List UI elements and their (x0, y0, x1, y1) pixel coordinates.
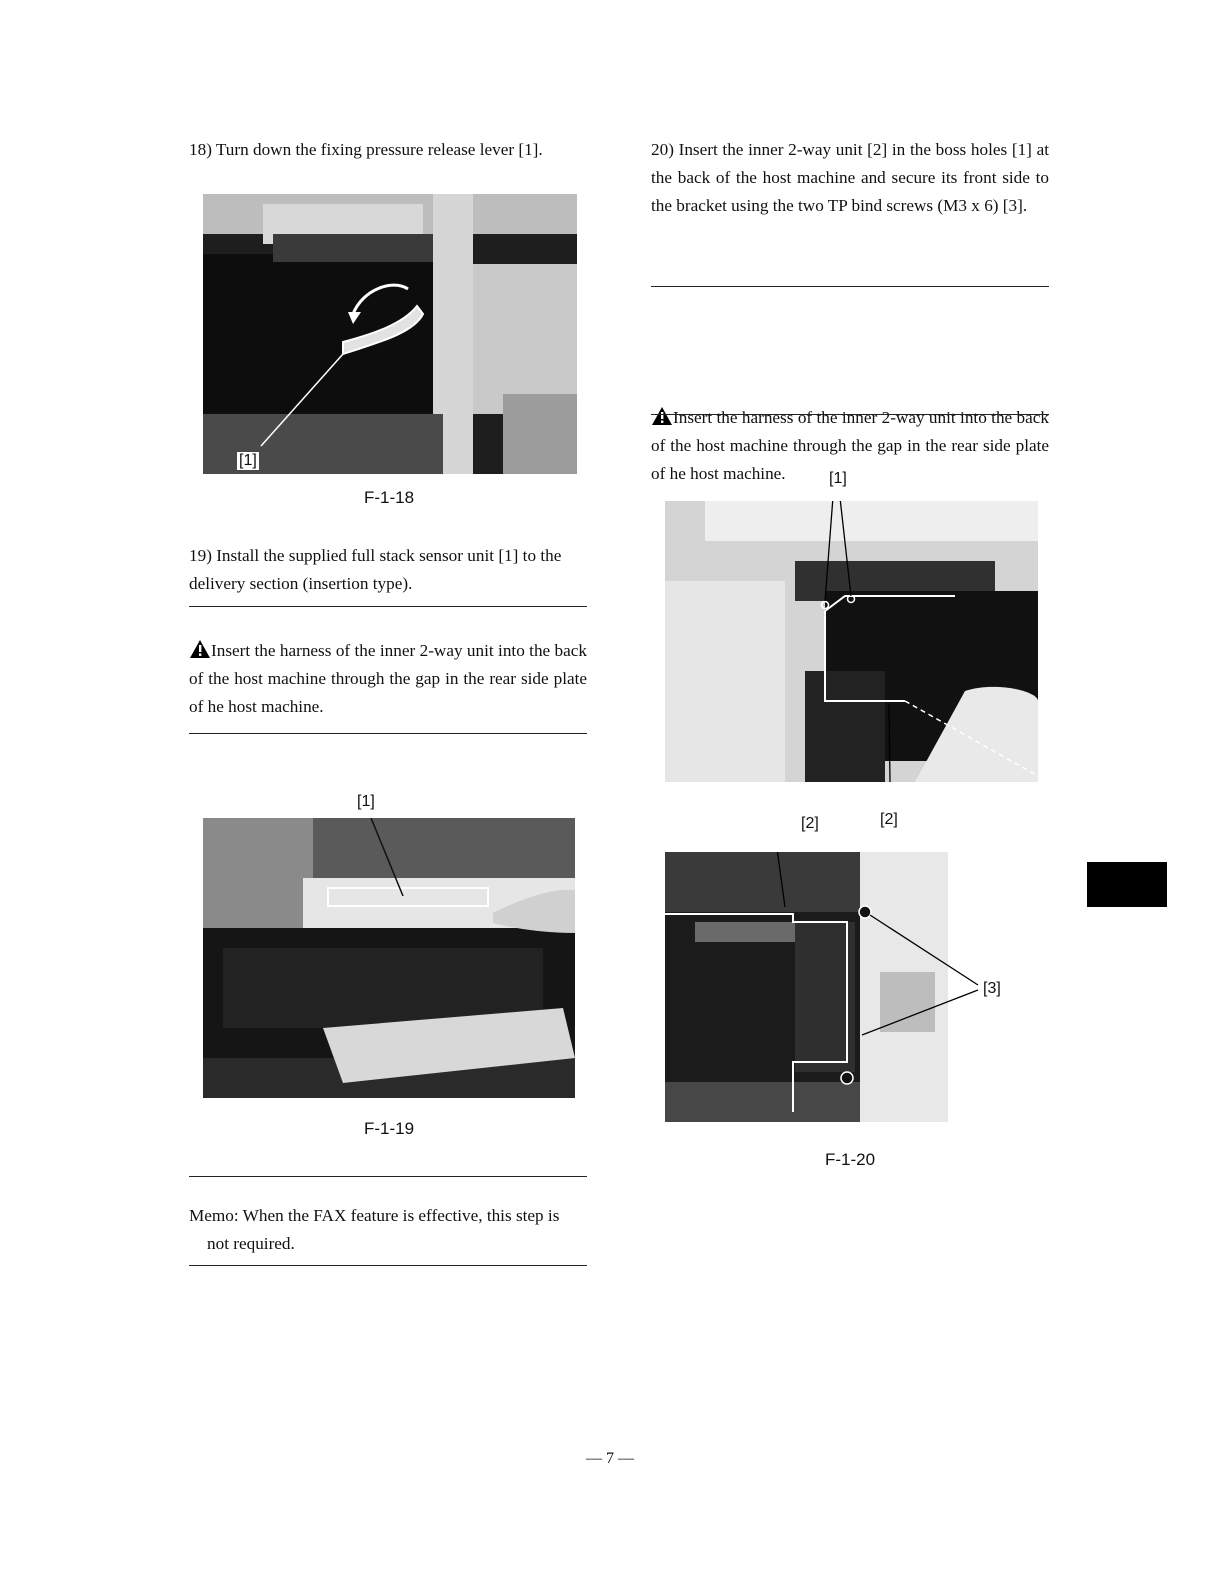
right-caution-bottom-rule (651, 414, 1049, 415)
left-caution-bottom-rule (189, 733, 587, 734)
fig18-callout-1: [1] (239, 452, 257, 469)
right-caution (651, 404, 1049, 488)
fig20-caption: F-1-20 (825, 1150, 876, 1169)
warning-triangle-icon (651, 406, 673, 426)
right-caution-text: Insert the harness of the inner 2-way unit into the back of the host machine through the gap in the rear side plate of he host machine. (651, 408, 1049, 483)
fig19-callout-1: [1] (357, 793, 375, 810)
chapter-side-tab (1087, 862, 1167, 907)
memo-line-2: not required. (207, 1234, 295, 1253)
fig20-callout-2b: [2] (880, 811, 898, 828)
inner-2-way-unit-photo (665, 501, 1038, 782)
right-caution-top-rule (651, 286, 1049, 287)
left-caution-text: Insert the harness of the inner 2-way unit into the back of the host machine through the gap in the rear side plate of he host machine. (189, 641, 587, 716)
figure-f-1-19 (203, 818, 575, 1098)
step-18-text: 18) Turn down the fixing pressure release lever [1]. (189, 140, 543, 159)
step-19-line-1: 19) Install the supplied full stack sensor unit [1] to the (189, 546, 562, 565)
step-19-block (189, 542, 587, 598)
full-stack-sensor-photo (203, 818, 575, 1098)
left-column (189, 136, 587, 164)
figure-f-1-18 (203, 194, 577, 474)
fig20-callout-1: [1] (829, 470, 847, 487)
fig20-callout-2a: [2] (801, 815, 819, 832)
memo-bottom-rule (189, 1265, 587, 1266)
figure-f-1-20-top (665, 501, 1038, 782)
warning-triangle-icon (189, 639, 211, 659)
step-20-text: 20) Insert the inner 2-way unit [2] in the boss holes [1] at the back of the host machine and secure its front side to the bracket using the two TP bind screws (M3 x 6) [3]. (651, 140, 1049, 215)
fig19-caption: F-1-19 (364, 1119, 415, 1138)
fixing-unit-photo (203, 194, 577, 474)
fig20-callout-3: [3] (983, 980, 1001, 997)
step-19-line-2: delivery section (insertion type). (189, 574, 413, 593)
fig18-caption: F-1-18 (364, 488, 415, 507)
memo-line-1: Memo: When the FAX feature is effective, this step is (189, 1206, 560, 1225)
left-caution (189, 637, 587, 721)
left-caution-top-rule (189, 606, 587, 607)
right-column (651, 136, 1049, 220)
memo-top-rule (189, 1176, 587, 1177)
memo-block (189, 1202, 587, 1258)
page-number: — 7 — (586, 1450, 634, 1467)
